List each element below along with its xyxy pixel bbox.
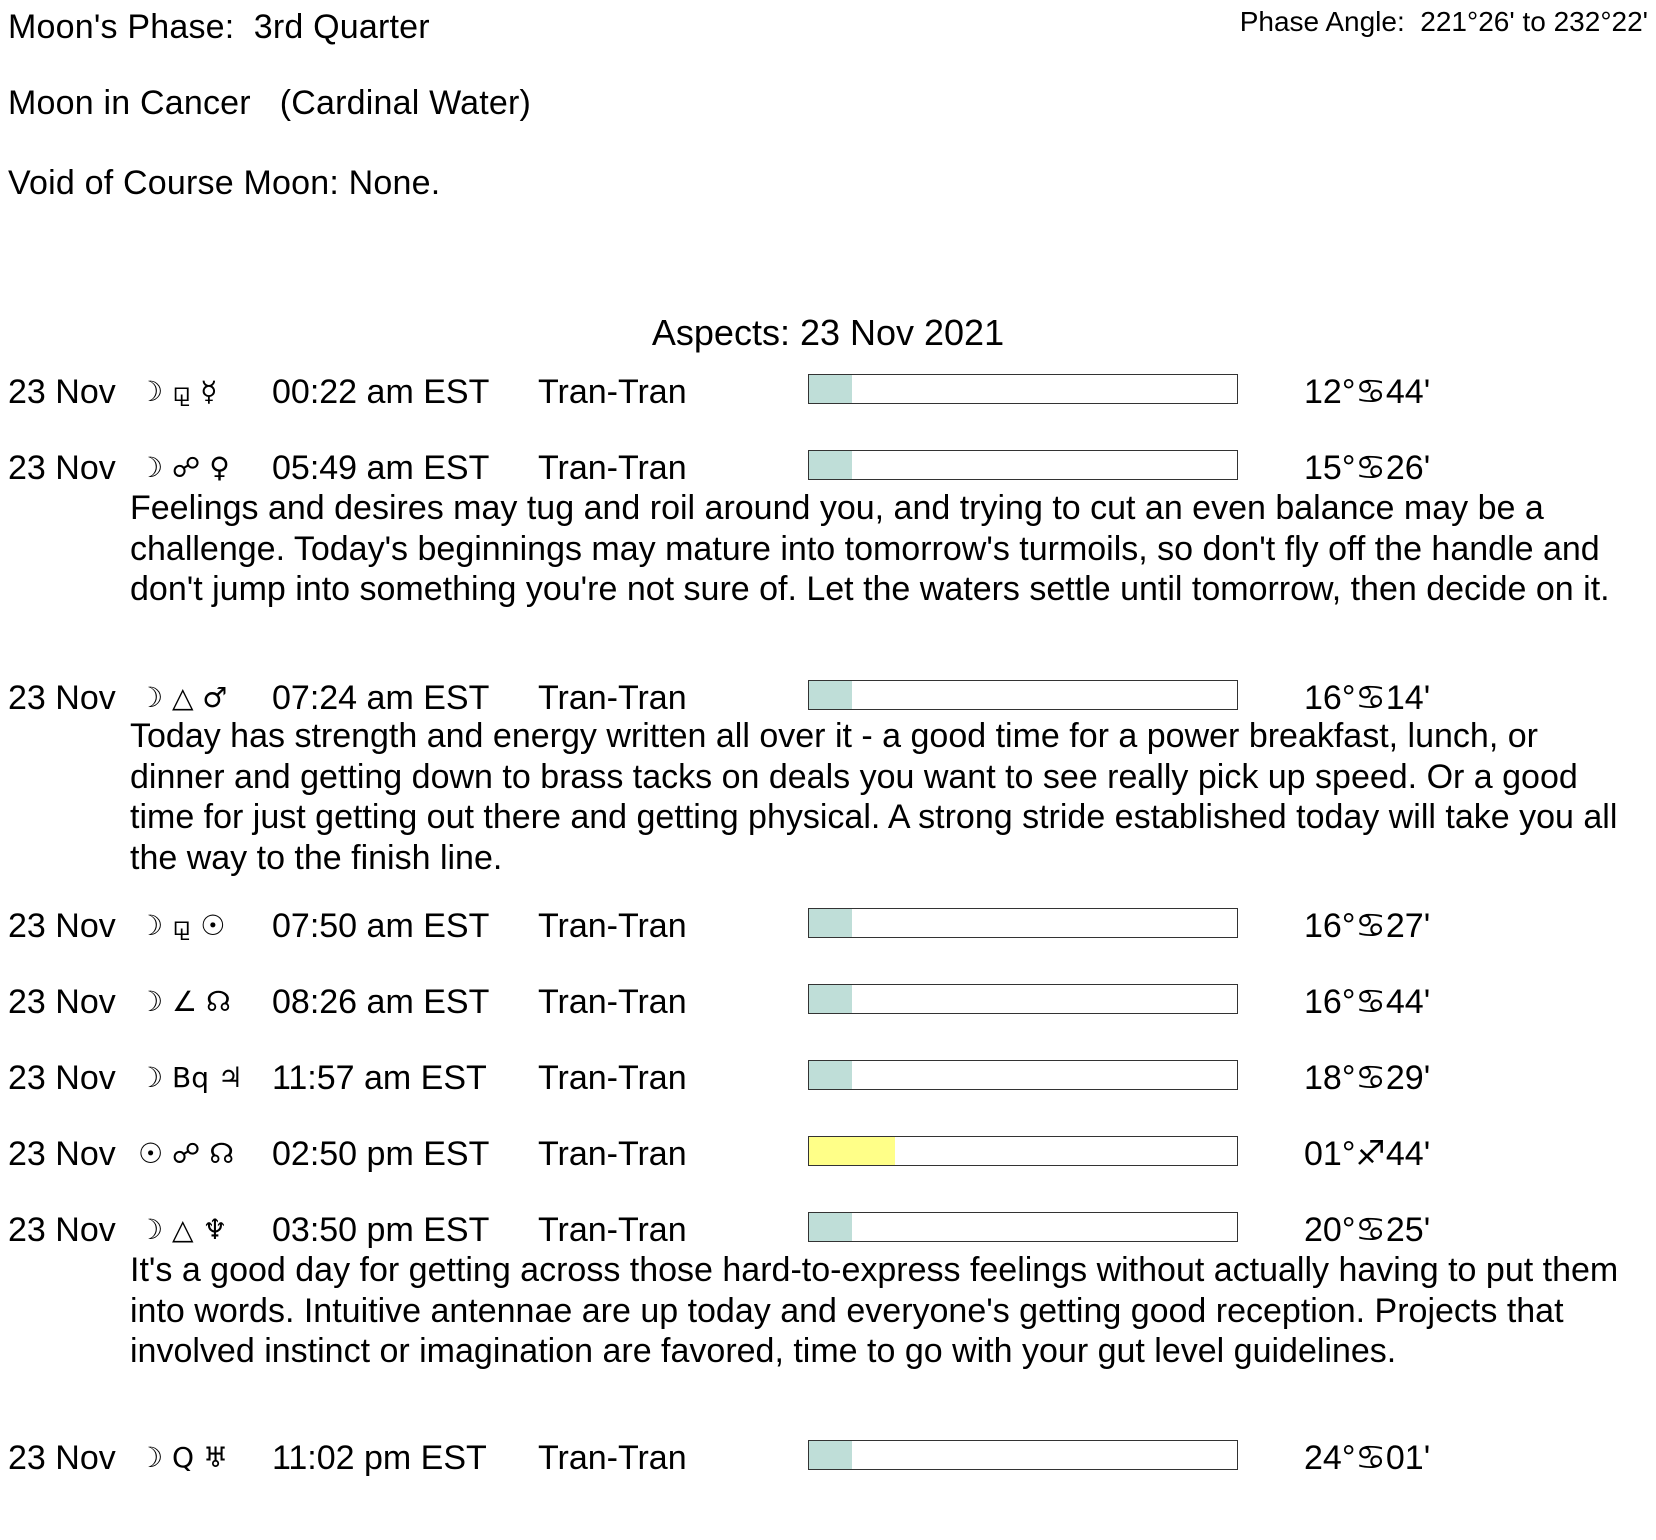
aspect-type: Tran-Tran xyxy=(538,907,687,945)
aspect-row xyxy=(0,982,1656,1022)
aspect-date: 23 Nov xyxy=(8,679,116,717)
strength-bar-fill xyxy=(809,681,852,709)
aspect-time: 11:57 am EST xyxy=(272,1059,487,1097)
aspect-position: 18°♋29' xyxy=(1304,1059,1431,1097)
strength-bar xyxy=(808,680,1238,710)
aspect-row xyxy=(0,448,1656,488)
strength-bar-fill xyxy=(809,1441,852,1469)
aspect-position: 16°♋44' xyxy=(1304,983,1431,1021)
strength-bar-fill xyxy=(809,1213,852,1241)
aspect-symbols: ☽ ∠ ☊ xyxy=(138,985,231,1018)
aspect-position: 15°♋26' xyxy=(1304,449,1431,487)
strength-bar xyxy=(808,450,1238,480)
aspect-row xyxy=(0,906,1656,946)
aspect-date: 23 Nov xyxy=(8,1439,116,1477)
aspect-time: 05:49 am EST xyxy=(272,449,490,487)
aspect-time: 08:26 am EST xyxy=(272,983,490,1021)
moon-phase: Moon's Phase: 3rd Quarter xyxy=(8,8,430,46)
aspect-row xyxy=(0,678,1656,718)
moon-sign: Moon in Cancer (Cardinal Water) xyxy=(8,84,532,122)
aspect-type: Tran-Tran xyxy=(538,1135,687,1173)
strength-bar xyxy=(808,1060,1238,1090)
aspect-type: Tran-Tran xyxy=(538,1439,687,1477)
aspect-time: 11:02 pm EST xyxy=(272,1439,487,1477)
aspect-position: 16°♋27' xyxy=(1304,907,1431,945)
aspect-position: 12°♋44' xyxy=(1304,373,1431,411)
aspect-symbols: ☽ Bq ♃ xyxy=(138,1061,243,1094)
aspect-type: Tran-Tran xyxy=(538,1211,687,1249)
aspect-date: 23 Nov xyxy=(8,373,116,411)
phase-angle: Phase Angle: 221°26' to 232°22' xyxy=(1239,6,1648,37)
strength-bar-fill xyxy=(809,1137,895,1165)
aspect-position: 01°♐44' xyxy=(1304,1135,1431,1173)
strength-bar xyxy=(808,1136,1238,1166)
aspect-time: 02:50 pm EST xyxy=(272,1135,490,1173)
aspect-description: Today has strength and energy written all over it - a good time for a power breakfast, lunch, or dinner and getting down to brass tacks on deals you want to see really pick up speed. Or a good time for just getting out there and getting physical. A strong stride established today will take you all the way to the finish line. xyxy=(130,717,1618,877)
aspect-type: Tran-Tran xyxy=(538,679,687,717)
aspect-type: Tran-Tran xyxy=(538,1059,687,1097)
aspect-date: 23 Nov xyxy=(8,983,116,1021)
strength-bar-fill xyxy=(809,1061,852,1089)
aspect-time: 07:24 am EST xyxy=(272,679,490,717)
aspect-position: 24°♋01' xyxy=(1304,1439,1431,1477)
aspect-time: 07:50 am EST xyxy=(272,907,490,945)
aspect-time: 00:22 am EST xyxy=(272,373,490,411)
strength-bar xyxy=(808,984,1238,1014)
aspect-type: Tran-Tran xyxy=(538,449,687,487)
aspect-date: 23 Nov xyxy=(8,1211,116,1249)
aspect-symbols: ☽ ⚼ ☿ xyxy=(138,375,218,408)
aspect-description: Feelings and desires may tug and roil around you, and trying to cut an even balance may be a challenge. Today's beginnings may mature into tomorrow's turmoils, so don't fly off the handle and don't jump into something you're not sure of. Let the waters settle until tomorrow, then decide on it. xyxy=(130,489,1610,608)
strength-bar xyxy=(808,1440,1238,1470)
aspect-position: 20°♋25' xyxy=(1304,1211,1431,1249)
aspect-symbols: ☽ ☍ ♀ xyxy=(138,451,230,484)
strength-bar-fill xyxy=(809,375,852,403)
aspect-date: 23 Nov xyxy=(8,449,116,487)
aspect-row xyxy=(0,1058,1656,1098)
strength-bar-fill xyxy=(809,451,852,479)
strength-bar-fill xyxy=(809,909,852,937)
strength-bar xyxy=(808,374,1238,404)
aspect-row xyxy=(0,1210,1656,1250)
aspect-date: 23 Nov xyxy=(8,1059,116,1097)
aspect-row xyxy=(0,1134,1656,1174)
strength-bar xyxy=(808,1212,1238,1242)
aspect-row xyxy=(0,1438,1656,1478)
aspect-date: 23 Nov xyxy=(8,1135,116,1173)
aspect-symbols: ☽ ⚼ ☉ xyxy=(138,909,226,942)
aspect-row xyxy=(0,372,1656,412)
aspect-time: 03:50 pm EST xyxy=(272,1211,490,1249)
aspect-symbols: ☽ △ ♂ xyxy=(138,681,228,714)
aspects-title: Aspects: 23 Nov 2021 xyxy=(651,312,1005,353)
void-of-course: Void of Course Moon: None. xyxy=(8,164,441,202)
aspect-symbols: ☽ Q ♅ xyxy=(138,1441,229,1474)
aspect-symbols: ☉ ☍ ☊ xyxy=(138,1137,235,1170)
aspect-position: 16°♋14' xyxy=(1304,679,1431,717)
aspect-type: Tran-Tran xyxy=(538,983,687,1021)
aspect-type: Tran-Tran xyxy=(538,373,687,411)
aspect-date: 23 Nov xyxy=(8,907,116,945)
aspect-symbols: ☽ △ ♆ xyxy=(138,1213,228,1246)
strength-bar-fill xyxy=(809,985,852,1013)
strength-bar xyxy=(808,908,1238,938)
aspect-description: It's a good day for getting across those hard-to-express feelings without actually having to put them into words. Intuitive antennae are up today and everyone's getting good reception. Projects that involved instinct or imagination are favored, time to go with your gut level guidelines. xyxy=(130,1251,1619,1370)
